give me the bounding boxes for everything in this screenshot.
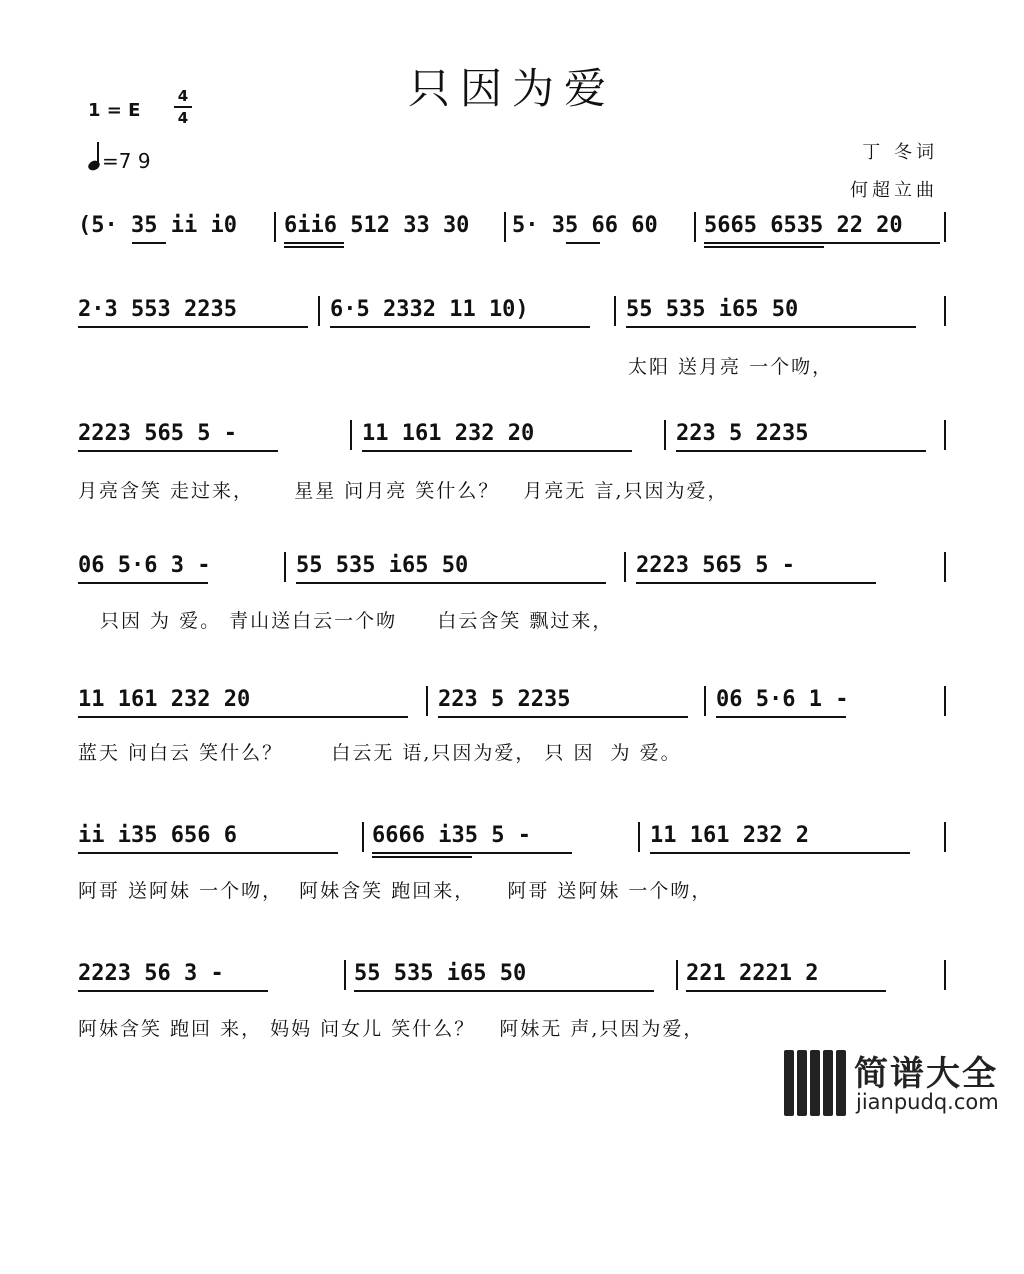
measure: 2223 565 5 - [636, 553, 795, 578]
time-signature-top: 4 [177, 87, 189, 105]
watermark-url: jianpudq.com [856, 1090, 999, 1114]
beam [78, 990, 268, 992]
beam [676, 450, 926, 452]
beam [372, 856, 472, 858]
bar-line [704, 686, 706, 716]
beam [438, 716, 688, 718]
bar-line [944, 552, 946, 582]
bar-line [504, 212, 506, 242]
bar-line [318, 296, 320, 326]
tempo-value: =7 9 [102, 149, 151, 173]
beam [78, 852, 338, 854]
beam [716, 716, 846, 718]
bar-line [944, 686, 946, 716]
lyrics-line: 太阳 送月亮 一个吻， [628, 356, 834, 378]
lyricist-credit: 丁 冬词 [862, 142, 938, 163]
beam [372, 852, 572, 854]
bar-line [676, 960, 678, 990]
measure: 55 535 i65 50 [354, 961, 527, 986]
measure: 2223 56 3 - [78, 961, 224, 986]
bar-line [274, 212, 276, 242]
measure: 6ii6 512 33 30 [284, 213, 470, 238]
staff-notes [78, 206, 958, 246]
bar-line [944, 296, 946, 326]
measure: 6·5 2332 11 10) [330, 297, 529, 322]
measure: 5· 35 66 60 [512, 213, 658, 238]
lyrics-line: 蓝天 问白云 笑什么？ 白云无 语,只因为爱， 只 因 为 爱。 [78, 742, 682, 764]
piano-keys-icon [784, 1050, 846, 1116]
bar-line [426, 686, 428, 716]
measure: 223 5 2235 [676, 421, 809, 446]
bar-line [284, 552, 286, 582]
measure: 55 535 i65 50 [626, 297, 799, 322]
lyrics-line: 阿哥 送阿妹 一个吻， 阿妹含笑 跑回来， 阿哥 送阿妹 一个吻， [78, 880, 713, 902]
note-stem [97, 142, 99, 164]
beam [78, 450, 278, 452]
bar-line [664, 420, 666, 450]
beam [704, 242, 940, 244]
measure: 223 5 2235 [438, 687, 571, 712]
bar-line [694, 212, 696, 242]
staff-notes [78, 680, 958, 720]
song-title: 只因为爱 [407, 64, 616, 113]
lyrics-line: 月亮含笑 走过来， 星星 问月亮 笑什么？ 月亮无 言,只因为爱， [78, 480, 729, 502]
beam [284, 242, 344, 244]
beam [566, 242, 600, 244]
staff-5 [78, 680, 958, 740]
lyrics-line: 阿妹含笑 跑回 来， 妈妈 问女儿 笑什么？ 阿妹无 声,只因为爱， [78, 1018, 705, 1040]
beam [330, 326, 590, 328]
quarter-note-icon [87, 159, 102, 172]
bar-line [944, 960, 946, 990]
beam [650, 852, 910, 854]
bar-line [944, 420, 946, 450]
measure: 2·3 553 2235 [78, 297, 237, 322]
staff-notes [78, 954, 958, 994]
beam [704, 246, 824, 248]
beam [626, 326, 916, 328]
measure: 55 535 i65 50 [296, 553, 469, 578]
measure: 11 161 232 20 [362, 421, 535, 446]
measure: 11 161 232 2 [650, 823, 809, 848]
bar-line [944, 822, 946, 852]
measure: ii i35 656 6 [78, 823, 237, 848]
beam [362, 450, 632, 452]
measure: 2223 565 5 - [78, 421, 237, 446]
bar-line [344, 960, 346, 990]
staff-2 [78, 290, 958, 350]
beam [636, 582, 876, 584]
beam [354, 990, 654, 992]
staff-notes [78, 816, 958, 856]
tempo-marking [88, 146, 151, 173]
time-signature [172, 86, 194, 128]
composer-credit: 何超立曲 [850, 180, 938, 201]
time-signature-bottom: 4 [177, 109, 189, 127]
beam [132, 242, 166, 244]
beam [686, 990, 886, 992]
watermark-logo [784, 1046, 1014, 1126]
key-signature: 1 = E [88, 100, 141, 121]
staff-notes [78, 290, 958, 330]
measure: 06 5·6 1 - [716, 687, 849, 712]
bar-line [362, 822, 364, 852]
watermark-name: 简谱大全 [854, 1054, 998, 1094]
beam [78, 326, 308, 328]
measure: 11 161 232 20 [78, 687, 251, 712]
bar-line [638, 822, 640, 852]
beam [284, 246, 344, 248]
measure: 5665 6535 22 20 [704, 213, 903, 238]
beam [296, 582, 606, 584]
beam [78, 716, 408, 718]
lyrics-line: 只因 为 爱。 青山送白云一个吻 白云含笑 飘过来， [100, 610, 614, 632]
staff-7 [78, 954, 958, 1014]
bar-line [944, 212, 946, 242]
staff-3 [78, 414, 958, 474]
beam [78, 582, 208, 584]
measure: (5· 35 ii i0 [78, 213, 237, 238]
staff-notes [78, 414, 958, 454]
staff-1 [78, 206, 958, 266]
bar-line [624, 552, 626, 582]
bar-line [614, 296, 616, 326]
measure: 221 2221 2 [686, 961, 819, 986]
measure: 06 5·6 3 - [78, 553, 211, 578]
bar-line [350, 420, 352, 450]
staff-6 [78, 816, 958, 876]
measure: 6666 i35 5 - [372, 823, 531, 848]
staff-4 [78, 546, 958, 606]
staff-notes [78, 546, 958, 586]
